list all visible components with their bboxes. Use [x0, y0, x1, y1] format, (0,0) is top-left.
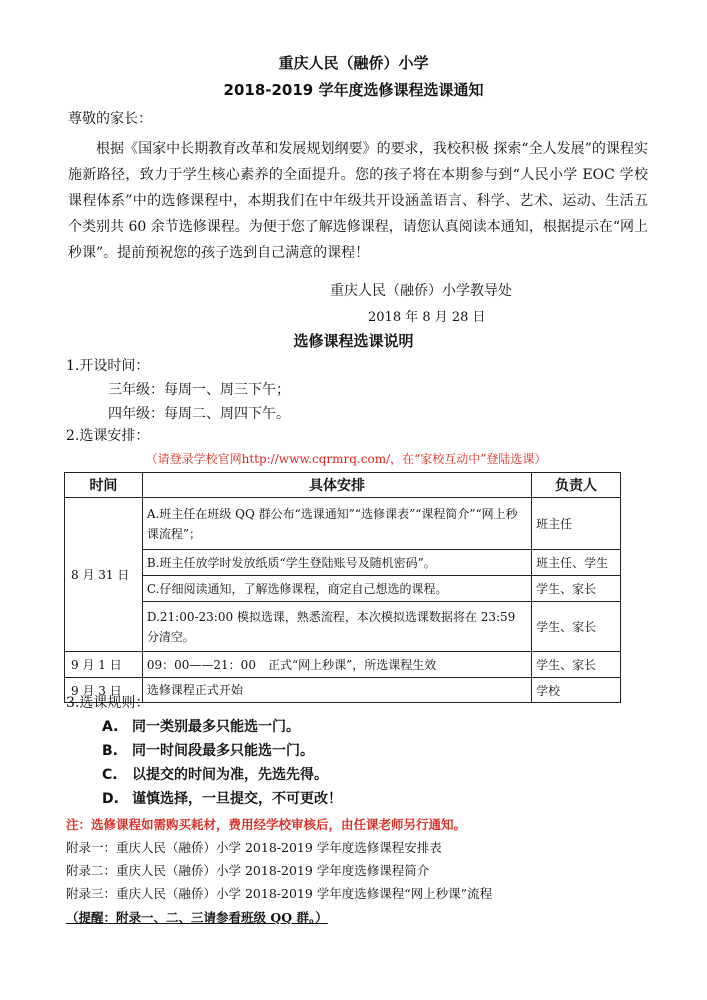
section3-heading: 3.选课规则：	[66, 695, 150, 711]
cell-owner: 学生、家长	[532, 576, 621, 602]
table-row	[65, 602, 621, 652]
appendix-3: 附录三：重庆人民（融侨）小学 2018-2019 学年度选修课程“网上秒课”流程	[66, 886, 493, 901]
cell-arrangement: 09：00——21：00 正式“网上秒课”，所选课程生效	[142, 652, 531, 678]
rule-letter: A.	[102, 719, 119, 735]
explain-title: 选修课程选课说明	[293, 332, 414, 350]
rule-item	[102, 716, 300, 736]
table-row	[65, 576, 621, 602]
table-row	[65, 498, 621, 550]
cell-time: 9 月 3 日	[65, 678, 143, 703]
rule-letter: D.	[102, 791, 119, 807]
appendix-2: 附录二：重庆人民（融侨）小学 2018-2019 学年度选修课程简介	[66, 863, 430, 878]
cell-time: 8 月 31 日	[65, 498, 143, 652]
rule-text: 以提交的时间为准，先选先得。	[132, 767, 328, 783]
grade3-schedule: 三年级：每周一、周三下午；	[108, 382, 290, 398]
schedule-table	[64, 472, 621, 703]
cell-arrangement: C.仔细阅读通知，了解选修课程，商定自己想选的课程。	[142, 576, 531, 602]
rule-item	[102, 788, 342, 808]
cell-owner: 班主任	[532, 498, 621, 550]
header-time: 时间	[65, 473, 143, 498]
rule-text: 谨慎选择，一旦提交，不可更改！	[132, 791, 342, 807]
letter-body: 根据《国家中长期教育改革和发展规划纲要》的要求，我校积极 探索“全人发展”的课程实施新路径，致力于学生核心素养的全面提升。您的孩子将在本期参与到“人民小学 EOC 学校课程体系”中的选修课程中，本期我们在中年级共开设涵盖语言、科学、艺术、运动、生活五个类别共 60 余节选修课程。为便于您了解选修课程，请您认真阅读本通知，根据提示在“网上秒课”。提前预祝您的孩子选到自己满意的课程！	[68, 141, 648, 261]
rule-text: 同一类别最多只能选一门。	[132, 719, 300, 735]
cell-owner: 学生、家长	[532, 602, 621, 652]
school-title: 重庆人民（融侨）小学	[278, 54, 429, 72]
qq-reminder: （提醒：附录一、二、三请参看班级 QQ 群。）	[66, 910, 328, 925]
rule-letter: C.	[102, 767, 118, 783]
rule-item	[102, 764, 328, 784]
cell-arrangement: A.班主任在班级 QQ 群公布“选课通知”“选修课表”“课程简介”“网上秒课流程”；	[142, 498, 531, 550]
rule-text: 同一时间段最多只能选一门。	[132, 743, 314, 759]
cell-time: 9 月 1 日	[65, 652, 143, 678]
section1-heading: 1.开设时间：	[66, 358, 150, 374]
cell-arrangement: D.21:00-23:00 模拟选课，熟悉流程，本次模拟选课数据将在 23:59 分清空。	[142, 602, 531, 652]
cell-owner: 班主任、学生	[532, 550, 621, 576]
login-note: （请登录学校官网http://www.cqrmrq.com/，在“家校互动中”登陆选课）	[145, 452, 547, 466]
letter-date: 2018 年 8 月 28 日	[368, 310, 486, 325]
cell-arrangement: B.班主任放学时发放纸质“学生登陆账号及随机密码”。	[142, 550, 531, 576]
notice-title: 2018-2019 学年度选修课程选课通知	[223, 81, 484, 99]
letter-greeting: 尊敬的家长：	[68, 111, 152, 127]
cell-owner: 学生、家长	[532, 652, 621, 678]
header-arrangement: 具体安排	[142, 473, 531, 498]
grade4-schedule: 四年级：每周二、周四下午。	[108, 406, 290, 422]
table-row	[65, 550, 621, 576]
materials-note: 注：选修课程如需购买耗材，费用经学校审核后，由任课老师另行通知。	[66, 817, 467, 832]
cell-owner: 学校	[532, 678, 621, 703]
letter-signer: 重庆人民（融侨）小学教导处	[330, 283, 512, 299]
header-owner: 负责人	[532, 473, 621, 498]
appendix-1: 附录一：重庆人民（融侨）小学 2018-2019 学年度选修课程安排表	[66, 840, 442, 855]
table-row	[65, 652, 621, 678]
section2-heading: 2.选课安排：	[66, 428, 150, 444]
rule-letter: B.	[102, 743, 118, 759]
rule-item	[102, 740, 314, 760]
cell-arrangement: 选修课程正式开始	[142, 678, 531, 703]
table-header-row	[65, 473, 621, 498]
